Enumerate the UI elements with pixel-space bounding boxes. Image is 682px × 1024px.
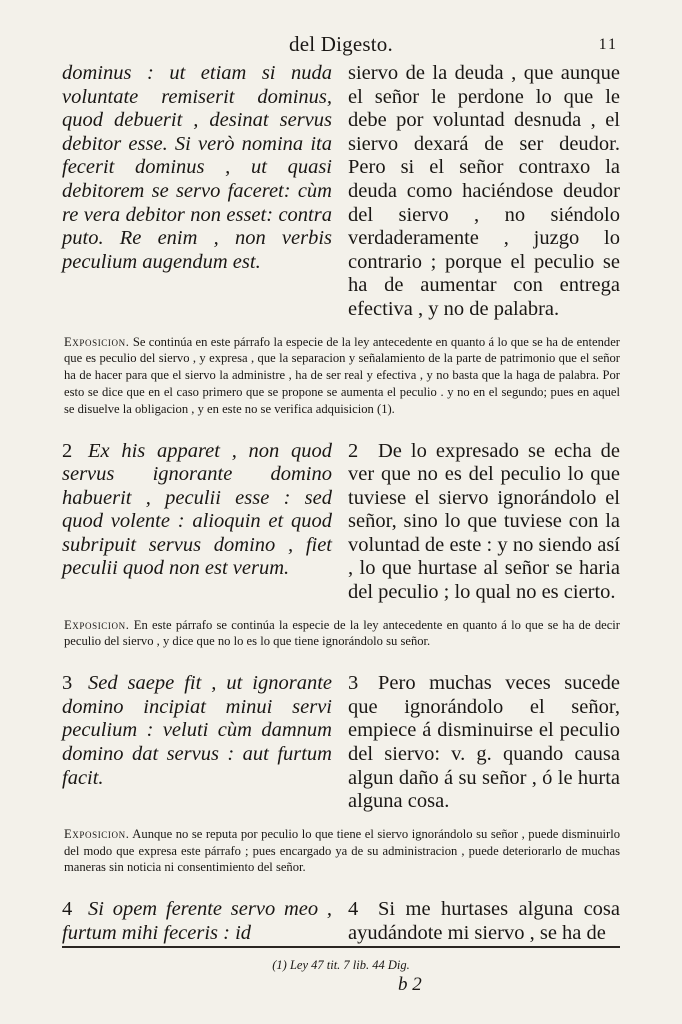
latin-body: Si opem ferente servo meo , furtum mihi feceris : id [62, 898, 332, 944]
latin-text [62, 440, 332, 605]
spanish-body: Si me hurtases alguna cosa ayudándote mi siervo , se ha de [348, 898, 620, 944]
spanish-text [348, 672, 620, 814]
bilingual-paragraph [62, 440, 620, 605]
footnote: (1) Ley 47 tit. 7 lib. 44 Dig. [272, 958, 410, 972]
latin-paragraph-number: 4 [62, 898, 73, 921]
bilingual-paragraph [62, 898, 620, 945]
bilingual-paragraph [62, 672, 620, 814]
latin-text [62, 62, 332, 322]
book-page [62, 28, 620, 945]
exposicion-note [62, 826, 620, 876]
exposicion-text: Aunque no se reputa por peculio lo que tiene el siervo ignorándolo su señor , puede disminuirlo del modo que expresa este párrafo ; pues encargado ya de su administracion , puede deteriorarlo de muchas maneras sin noticia ni consentimiento del señor. [64, 826, 620, 875]
latin-body: Ex his apparet , non quod servus ignorante domino habuerit , peculii esse : sed quod volente : alioquin et quod subripuit servus domino , fiet peculii quod non est verum. [62, 439, 332, 580]
bilingual-paragraph [62, 62, 620, 322]
spanish-body: Pero muchas veces sucede que ignorándolo el señor, empiece á disminuirse el peculio del siervo: v. g. quando causa algun daño á su señor , ó le hurta alguna cosa. [348, 672, 620, 813]
exposicion-label: Exposicion. [64, 826, 130, 841]
exposicion-label: Exposicion. [64, 617, 130, 632]
latin-text [62, 672, 332, 814]
signature-mark: b 2 [398, 974, 422, 995]
latin-body: dominus : ut etiam si nuda voluntate remiserit dominus, quod debuerit , desinat servus debitor esse. Si verò nomina ita fecerit dominus , ut quasi debitorem se servo faceret: cùm re vera debitor non esset: contra puto. Re enim , non verbis peculium augendum est. [62, 62, 332, 273]
spanish-paragraph-number: 3 [348, 672, 359, 695]
exposicion-note [62, 617, 620, 651]
spanish-text [348, 440, 620, 605]
exposicion-text: En este párrafo se continúa la especie de la ley antecedente en quanto á lo que se ha de decir peculio del siervo , y dice que no lo es lo que tiene ignorándolo su señor. [64, 617, 620, 649]
footnote-rule [62, 946, 620, 948]
exposicion-note [62, 334, 620, 418]
spanish-body: siervo de la deuda , que aunque el señor le perdone lo que le debe por voluntad desnuda , el siervo dexará de ser deudor. Pero si el señor contraxo la deuda como haciéndose deudor del siervo , no siéndolo verdaderamente , juzgo lo contrario ; porque el peculio se ha de aumentar con entrega efectiva , y no de palabra. [348, 62, 620, 320]
spanish-text [348, 898, 620, 945]
spanish-paragraph-number: 2 [348, 439, 359, 462]
running-title: del Digesto. [289, 32, 393, 56]
latin-paragraph-number: 3 [62, 672, 73, 695]
latin-paragraph-number: 2 [62, 439, 73, 462]
exposicion-label: Exposicion. [64, 334, 130, 349]
latin-body: Sed saepe fit , ut ignorante domino incipiat minui servi peculium : veluti cùm damnum domino dat servus : aut furtum facit. [62, 672, 332, 789]
latin-text [62, 898, 332, 945]
page-header [62, 28, 620, 62]
spanish-paragraph-number: 4 [348, 898, 359, 921]
spanish-text [348, 62, 620, 322]
spanish-body: De lo expresado se echa de ver que no es del peculio lo que tuviese el siervo ignorándolo el señor, sino lo que tuviese con la voluntad de este : y no siendo así , lo que hurtase al señor se haria del peculio ; lo qual no es cierto. [348, 439, 620, 604]
exposicion-text: Se continúa en este párrafo la especie de la ley antecedente en quanto á lo que se ha de entender que es peculio del siervo , y expresa , que la separacion y señalamiento de la parte de patrimonio que el señor ha de hacer para que el siervo la administre , ha de ser real y efectiva , y no basta que la haga de palabra. Por esto se dice que en el caso primero que se propone se aumenta el peculio . y no en el segundo; pues en aquel se disuelve la obligacion , y en este no se verifica adquisicion (1). [64, 334, 620, 416]
page-number: 11 [598, 36, 618, 53]
